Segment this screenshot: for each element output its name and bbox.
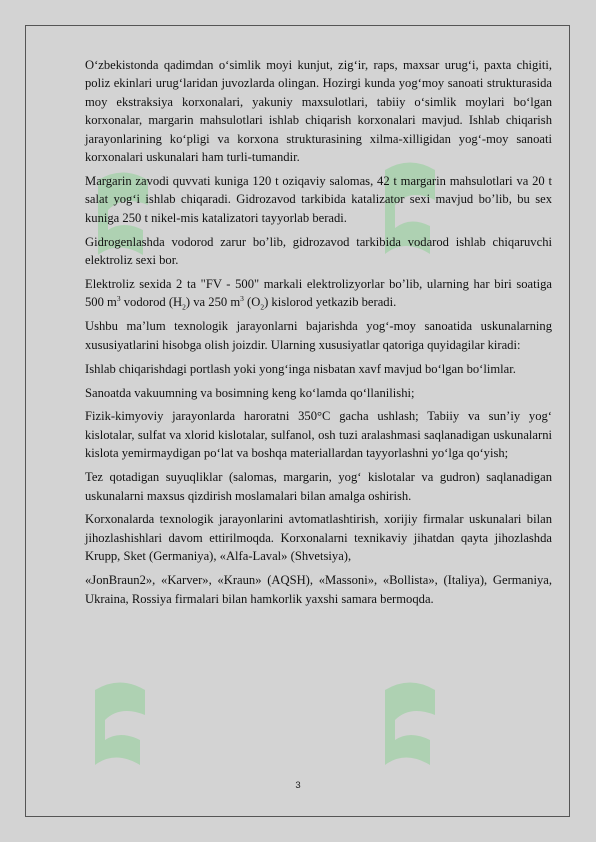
text-segment: Elektroliz sexida 2 ta "FV - 500" markali elektrolizyorlar bo’lib, ularning har biri soatiga 500 m (85, 276, 552, 310)
subscript: 2 (260, 302, 265, 312)
text-segment: (O (243, 295, 261, 310)
document-body (85, 56, 552, 613)
text-segment: ) kislorod yetkazib beradi. (264, 295, 397, 310)
paragraph: Sanoatda vakuumning va bosimning keng ko‘lamda qo‘llanilishi; (85, 385, 415, 400)
paragraph: Gidrogenlashda vodorod zarur bo’lib, gidrozavod tarkibida vodarod ishlab chiqaruvchi elektroliz sexi bor. (85, 234, 552, 268)
page-number: 3 (295, 780, 301, 791)
paragraph: Korxonalarda texnologik jarayonlarini avtomatlashtirish, xorijiy firmalar uskunalari bilan jihozlashishlari davom ettirilmoqda. Korxonalarni texnikaviy jihatdan qayta jihozlashda Krupp, Sket (Germaniya), «Alfa-Laval» (Shvetsiya), (85, 512, 552, 564)
paragraph: Margarin zavodi quvvati kuniga 120 t oziqaviy salomas, 42 t margarin mahsulotlari va 20 t salat yog‘i ishlab chiqaradi. Gidrozavod tarkibida katalizator sexi mavjud bo’lib, bu sex kuniga 250 t nikel-mis katalizatori tayyorlab beradi. (85, 173, 552, 225)
text-segment: ) va 250 m (185, 295, 241, 310)
text-segment: vodorod (H (120, 295, 183, 310)
paragraph: «JonBraun2», «Karver», «Kraun» (AQSH), «Massoni», «Bollista», (Italiya), Germaniya, Ukraina, Rossiya firmalari bilan hamkorlik yaxshi samara bermoqda. (85, 573, 552, 606)
paragraph: Fizik-kimyoviy jarayonlarda haroratni 350°C gacha ushlash; Tabiiy va sun’iy yog‘ kislotalar, sulfat va xlorid kislotalar, sulfanol, osh tuzi aralashmasi saqlanadigan uskunalarni kislota yemirmaydigan po‘lat va boshqa materiallardan tayyorlashni yo‘lga qo‘yish; (85, 409, 552, 461)
paragraph: Ushbu ma’lum texnologik jarayonlarni bajarishda yog‘-moy sanoatida uskunalarning xususiyatlarini hisobga olish joizdir. Ularning xususiyatlar qatoriga quyidagilar kiradi: (85, 319, 552, 352)
paragraph: O‘zbekistonda qadimdan o‘simlik moyi kunjut, zig‘ir, raps, maxsar urug‘i, paxta chigiti, poliz ekinlari urug‘laridan juvozlarda olingan. Hozirgi kunda yog‘moy sanoati strukturasida moy ekstraksiya korxonalari, yakuniy maxsulotlari, tabiiy o‘simlik moylari bo‘lgan korxonalar, margarin mahsulotlari ishlab chiqarish korxonalari mavjud. Ishlab chiqarish jarayonlarining ko‘pligi va korxona strukturasining xilma-xilligidan yog‘-moy sanoati korxonalari uskunalari ham turli-tumandir. (85, 58, 552, 165)
electrolysis-paragraph (85, 275, 552, 312)
paragraph: Ishlab chiqarishdagi portlash yoki yong‘inga nisbatan xavf mavjud bo‘lgan bo‘limlar. (85, 361, 516, 376)
superscript: 3 (240, 294, 244, 304)
subscript: 2 (182, 302, 186, 312)
superscript: 3 (116, 294, 121, 304)
paragraph: Tez qotadigan suyuqliklar (salomas, margarin, yog‘ kislotalar va gudron) saqlanadigan uskunalarni maxsus qizdirish moslamalari bilan amalga oshirish. (85, 470, 552, 503)
